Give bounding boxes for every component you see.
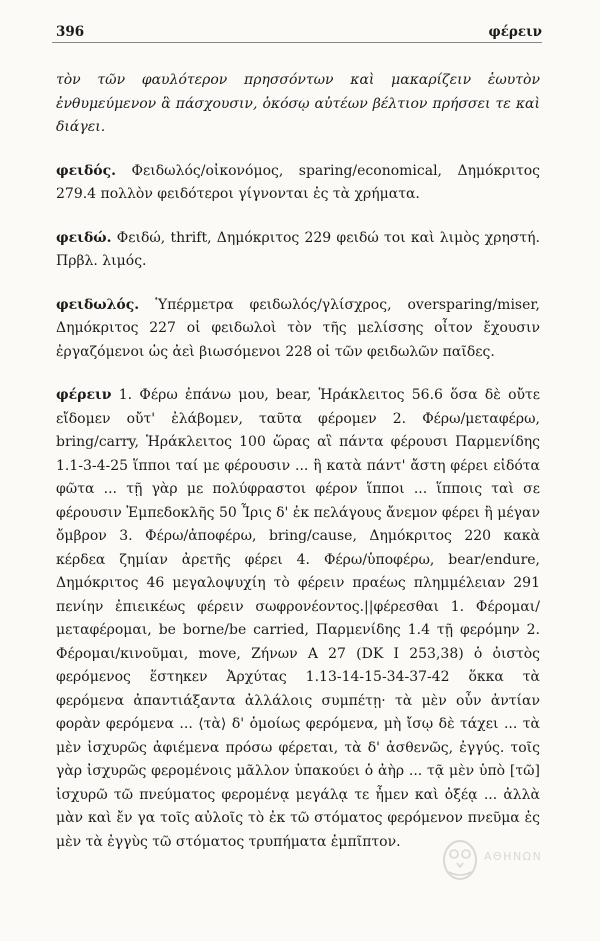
entry-text: 1. Φέρω ἐπάνω μου, bear, Ἡράκλειτος 56.6 ὅσα δὲ οὔτε εἴδομεν οὔτ' ἐλάβομεν, ταῦτα φέρομεν 2. Φέρω/μεταφέρω, bring/carry, Ἡράκλειτος 100 ὥρας αἳ πάντα φέρουσι Παρμενίδης 1.1-3-4-25 ἵπποι ταί με φέρουσιν ... ἣ κατὰ πάντ' ἄστη φέρει εἰδότα φῶτα ... τῇ γὰρ με πολύφραστοι φέρον ἵπποι ... ἵπποις ταὶ σε φέρουσιν Ἐμπεδοκλῆς 50 Ἶρις δ' ἐκ πελάγους ἄνεμον φέρει ἢ μέγαν ὄμβρον 3. Φέρω/ἀποφέρω, bring/cause, Δημόκριτος 220 κακὰ κέρδεα ζημίαν ἀρετῆς φέρει 4. Φέρω/ὑποφέρω, bear/endure, Δημόκριτος 46 μεγαλοψυχίη τὸ φέρειν πραέως πλημμέλειαν 291 πενίην ἐπιεικέως φέρειν σωφρονέοντος.||φέρεσθαι 1. Φέρομαι/μεταφέρομαι, be borne/be carried, Παρμενίδης 1.4 τῇ φερόμην 2. Φέρομαι/κινοῦμαι, move, Ζήνων Α 27 (DK I 253,38) ὁ ὀιστὸς φερόμενος ἕστηκεν Ἀρχύτας 1.13-14-15-34-37-42 ὅκκα τὰ φερόμενα ἀπαντιάξαντα ἀλλάλοις συμπέτῃ· τὰ μὲν οὖν ἀντίαν φορὰν φερόμενα ... ⟨τὰ⟩ δ' ὁμοίως φερόμενα, μὴ ἴσῳ δὲ τάχει ... τὰ μὲν ἰσχυρῶς ἀφιέμενα πρόσω φέρεται, τὰ δ' ἀσθενῶς, ἐγγύς. τοῖς γὰρ ἰσχυρῶς φερομένοις μᾶλλον ὑπακούει ὁ ἀὴρ ... τᾷ μὲν ὑπὸ [τῶ] ἰσχυρῶ τῶ πνεύματος φερομένᾳ μεγάλᾳ τε ἦμεν καὶ ὀξέᾳ ... ἀλλὰ μὰν καὶ ἔν γα τοῖς αὐλοῖς τὸ ἐκ τῶ στόματος φερόμενον πνεῦμα ἐς μὲν τὰ ἐγγὺς τῶ στόματος τρυπήματα ἐμπῖπτον.: [56, 387, 541, 850]
archive-sidebar-label: [28, 40, 46, 460]
entry-pherein: [56, 384, 540, 854]
page-header: [52, 22, 542, 43]
entry-headword: φειδώ.: [56, 229, 112, 246]
entry-headword: φειδός.: [56, 162, 117, 179]
entry-pheidolos: [56, 294, 540, 365]
entry-text: Φειδωλός/οἰκονόμος, sparing/economical, Δημόκριτος 279.4 πολλὸν φειδότεροι γίγνονται ἐς τὰ χρήματα.: [56, 162, 540, 202]
entry-pheidos: [56, 160, 540, 207]
entry-text: τὸν τῶν φαυλότερον πρησσόντων καὶ μακαρίζειν ἑωυτὸν ἐνθυμεύμενον ἃ πάσχουσιν, ὁκόσῳ αὐτέων βέλτιον πρήσσει τε καὶ διάγει.: [56, 72, 540, 135]
academy-watermark: [440, 836, 550, 882]
watermark-text: ΑΘΗΝΩΝ: [484, 850, 543, 863]
athena-owl-seal-icon: [440, 836, 480, 882]
running-head: φέρειν: [488, 24, 542, 40]
entry-continuation: [56, 69, 540, 140]
entry-text: Φειδώ, thrift, Δημόκριτος 229 φειδώ τοι καὶ λιμὸς χρηστή. Πρβλ. λιμός.: [56, 229, 540, 269]
entry-pheido: [56, 227, 540, 274]
entry-text: Ὑπέρμετρα φειδωλός/γλίσχρος, oversparing/miser, Δημόκριτος 227 οἱ φειδωλοὶ τὸν τῆς μελίσσης οἶτον ἔχουσιν ἐργαζόμενοι ὡς ἀεὶ βιωσόμενοι 228 οἱ τῶν φειδωλῶν παῖδες.: [56, 296, 541, 360]
page-number: 396: [56, 24, 85, 40]
entry-headword: φειδωλός.: [56, 296, 140, 313]
entry-headword: φέρειν: [56, 387, 112, 403]
dictionary-body: [56, 69, 543, 874]
